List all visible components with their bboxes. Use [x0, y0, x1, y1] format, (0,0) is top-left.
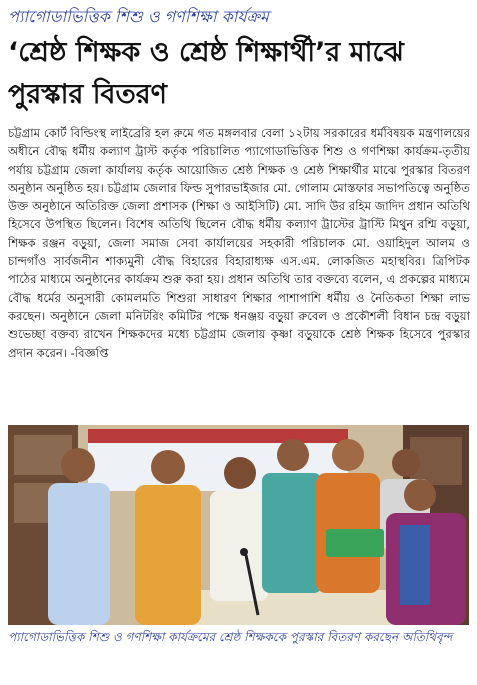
award-crest	[326, 529, 384, 557]
article-headline: ‘শ্রেষ্ঠ শিক্ষক ও শ্রেষ্ঠ শিক্ষার্থী’র মাঝে পুরস্কার বিতরণ	[8, 37, 404, 110]
article-kicker: প্যাগোডাভিত্তিক শিশু ও গণশিক্ষা কার্যক্রম	[8, 7, 269, 26]
ceremony-photo-illustration	[8, 425, 469, 625]
photo-caption: প্যাগোডাভিত্তিক শিশু ও গণশিক্ষা কার্যক্রমের শ্রেষ্ঠ শিক্ষককে পুরস্কার বিতরণ করছেন অতিথিবৃন্দ	[8, 630, 453, 644]
article-photo	[8, 425, 469, 625]
article-body: চট্টগ্রাম কোর্ট বিল্ডিংস্থ লাইব্রেরি হল রুমে গত মঙ্গলবার বেলা ১২টায় সরকারের ধর্মবিষয়ক মন্ত্রণালয়ের অধীনে বৌদ্ধ ধর্মীয় কল্যাণ ট্রাস্ট কর্তৃক পরিচালিত প্যাগোডাভিত্তিক শিশু ও গণশিক্ষা কার্যক্রম-তৃতীয় পর্যায় চট্টগ্রাম জেলা কার্যালয় কর্তৃক আয়োজিত শ্রেষ্ঠ শিক্ষক ও শ্রেষ্ঠ শিক্ষার্থীর মাঝে পুরস্কার বিতরণ অনুষ্ঠান অনুষ্ঠিত হয়। চট্টগ্রাম জেলার ফিল্ড সুপারভাইজার মো. গোলাম মোস্তফার সভাপতিত্বে অনুষ্ঠিত উক্ত অনুষ্ঠানে অতিরিক্ত জেলা প্রশাসক (শিক্ষা ও আইসিটি) মো. সাদি উর রহিম জাদিদ প্রধান অতিথি হিসেবে উপস্থিত ছিলেন। বিশেষ অতিথি ছিলেন বৌদ্ধ ধর্মীয় কল্যাণ ট্রাস্টের ট্রাস্টি মিথুন রশ্মি বড়ুয়া, শিক্ষক রঞ্জন বড়ুয়া, জেলা সমাজ সেবা কার্যালয়ের সহকারী পরিচালক মো. ওয়াহিদুল আলম ও চান্দগাঁও সার্বজনীন শাক্যমুনী বৌদ্ধ বিহারের বিহারাধ্যক্ষ এস.এম. লোকজিত মহাস্থবির। ত্রিপিটক পাঠের মাধ্যমে অনুষ্ঠানের কার্যক্রম শুরু করা হয়। প্রধান অতিথি তার বক্তব্যে বলেন, এ প্রকল্পের মাধ্যমে বৌদ্ধ ধর্মের অনুসারী কোমলমতি শিশুরা সাধারণ শিক্ষার পাশাপাশি ধর্মীয় ও নৈতিকতা শিক্ষা লাভ করছেন। অনুষ্ঠানে জেলা মনিটরিং কমিটির পক্ষে ধনঞ্জয় বড়ুয়া রুবেল ও প্রকৌশলী বিধান চন্দ্র বড়ুয়া শুভেচ্ছা বক্তব্য রাখেন শিক্ষকদের মধ্যে চট্টগ্রাম জেলায় কৃষ্ণা বড়ুয়াকে শ্রেষ্ঠ শিক্ষক হিসেবে পুরস্কার প্রদান করেন। -বিজ্ঞপ্তি	[8, 126, 470, 360]
